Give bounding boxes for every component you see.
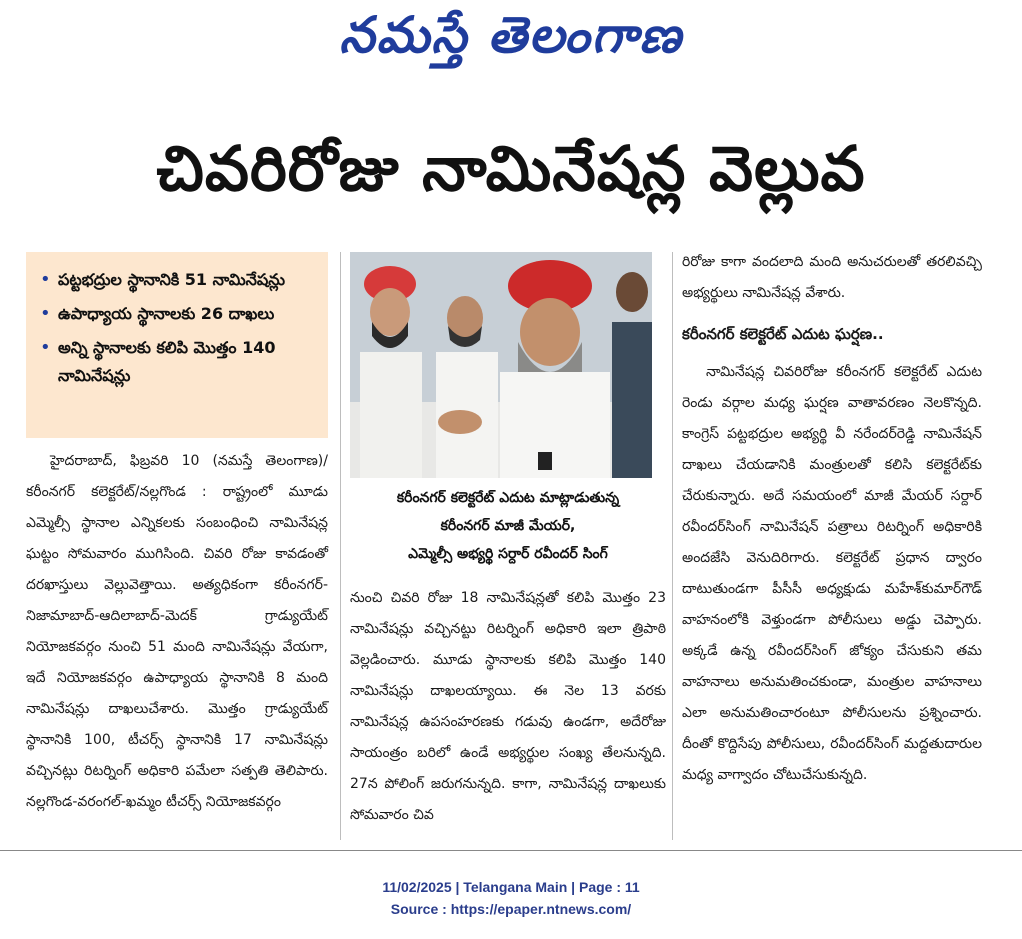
headline (20, 112, 1002, 240)
article-column-2 (350, 583, 666, 831)
bullet-icon: • (40, 303, 51, 324)
highlight-item (40, 266, 316, 294)
footer-date-line: 11/02/2025 | Telangana Main | Page : 11 (382, 879, 640, 895)
article-paragraph: హైదరాబాద్, ఫిబ్రవరి 10 (నమస్తే తెలంగాణ)/కరీంనగర్ కలెక్టరేట్/నల్లగొండ : రాష్ట్రంలో మూడు ఎమ్మెల్సీ స్థానాల ఎన్నికలకు సంబంధించి నామినేషన్ల ఘట్టం సోమవారం ముగిసింది. చివరి రోజు కావడంతో దరఖాస్తులు వెల్లువెత్తాయి. అత్యధికంగా కరీంనగర్-నిజామాబాద్-ఆదిలాబాద్-మెదక్ గ్రాడ్యుయేట్ నియోజకవర్గం నుంచి 51 మంది నామినేషన్లు వేయగా, ఇదే నియోజకవర్గం ఉపాధ్యాయ స్థానానికి 8 మంది నామినేషన్లు దాఖలుచేశారు. మొత్తం గ్రాడ్యుయేట్ స్థానానికి 100, టీచర్స్ స్థానానికి 17 నామినేషన్లు వచ్చినట్లు రిటర్నింగ్ అధికారి పమేలా సత్పతి తెలిపారు. నల్లగొండ-వరంగల్-ఖమ్మం టీచర్స్ నియోజకవర్గం (26, 453, 328, 810)
bullet-icon: • (40, 269, 51, 290)
highlights-box (26, 252, 328, 438)
caption-line: ఎమ్మెల్సీ అభ్యర్థి సర్దార్ రవీందర్ సింగ్ (408, 546, 608, 562)
article-paragraph: నుంచి చివరి రోజు 18 నామినేషన్లతో కలిపి మొత్తం 23 నామినేషన్లు వచ్చినట్టు రిటర్నింగ్ అధికారి ఇలా త్రిపాఠి వెల్లడించారు. మూడు స్థానాలకు కలిపి మొత్తం 140 నామినేషన్లు దాఖలయ్యాయి. ఈ నెల 13 వరకు నామినేషన్ల ఉపసంహరణకు గడువు ఉండగా, అదేరోజు సాయంత్రం బరిలో ఉండే అభ్యర్థుల సంఖ్య తేలనున్నది. 27న పోలింగ్ జరుగనున్నది. కాగా, నామినేషన్ల దాఖలుకు సోమవారం చివ (350, 590, 666, 823)
article-paragraph: నామినేషన్ల చివరిరోజు కరీంనగర్ కలెక్టరేట్ ఎదుట రెండు వర్గాల మధ్య ఘర్షణ వాతావరణం నెలకొన్నది. కాంగ్రెస్ పట్టభద్రుల అభ్యర్థి వీ నరేందర్‌రెడ్డి నామినేషన్ దాఖలు చేయడానికి మంత్రులతో కలిసి కలెక్టరేట్‌కు చేరుకున్నారు. అదే సమయంలో మాజీ మేయర్ సర్దార్ రవీందర్‌సింగ్ నామినేషన్ పత్రాలు రిటర్నింగ్ అధికారికి అందజేసి వెనుదిరిగారు. కలెక్టరేట్ ప్రధాన ద్వారం దాటుతుండగా పీసీసీ అధ్యక్షుడు మహేశ్‌కుమార్‌గౌడ్ వాహనంలోకి వెళ్తుండగా పోలీసులు అడ్డు చెప్పారు. అక్కడే ఉన్న రవీందర్‌సింగ్ జోక్యం చేసుకుని తమ వాహనాలు అనుమతించకుండా, మంత్రుల వాహనాలు ఎలా అనుమతించారంటూ పోలీసులను ప్రశ్నించారు. దీంతో కొద్దిసేపు పోలీసులు, రవీందర్‌సింగ్ మద్దతుదారుల మధ్య వాగ్వాదం చోటుచేసుకున్నది. (682, 364, 982, 783)
footer (0, 876, 1022, 920)
headline-text: చివరిరోజు నామినేషన్ల వెల్లువ (156, 132, 866, 205)
photo-caption (350, 480, 666, 572)
highlight-text: ఉపాధ్యాయ స్థానాలకు 26 దాఖలు (58, 304, 275, 323)
article-column-1 (26, 446, 328, 818)
news-photo-illustration (350, 252, 652, 478)
masthead (0, 4, 1022, 78)
article-paragraph: రిరోజు కాగా వందలాది మంది అనుచరులతో తరలివచ్చి అభ్యర్థులు నామినేషన్ల వేశారు. (682, 254, 982, 301)
highlight-item (40, 334, 316, 390)
bullet-icon: • (40, 337, 51, 358)
article-subheading: కరీంనగర్ కలెక్టరేట్ ఎదుట ఘర్షణ.. (682, 325, 884, 343)
newspaper-logo: నమస్తే తెలంగాణ (339, 5, 683, 64)
column-divider (672, 252, 673, 840)
caption-line: కరీంనగర్ కలెక్టరేట్ ఎదుట మాట్లాడుతున్న (396, 490, 620, 506)
footer-source-link[interactable]: Source : https://epaper.ntnews.com/ (390, 901, 632, 917)
article-column-3 (682, 247, 982, 791)
highlight-text: అన్ని స్థానాలకు కలిపి మొత్తం 140 నామినేషన్లు (58, 338, 276, 385)
caption-line: కరీంనగర్ మాజీ మేయర్, (440, 518, 576, 534)
column-divider (340, 252, 341, 840)
footer-rule (0, 850, 1022, 851)
highlight-item (40, 300, 316, 328)
news-photo (350, 252, 652, 478)
highlight-text: పట్టభద్రుల స్థానానికి 51 నామినేషన్లు (58, 270, 286, 289)
